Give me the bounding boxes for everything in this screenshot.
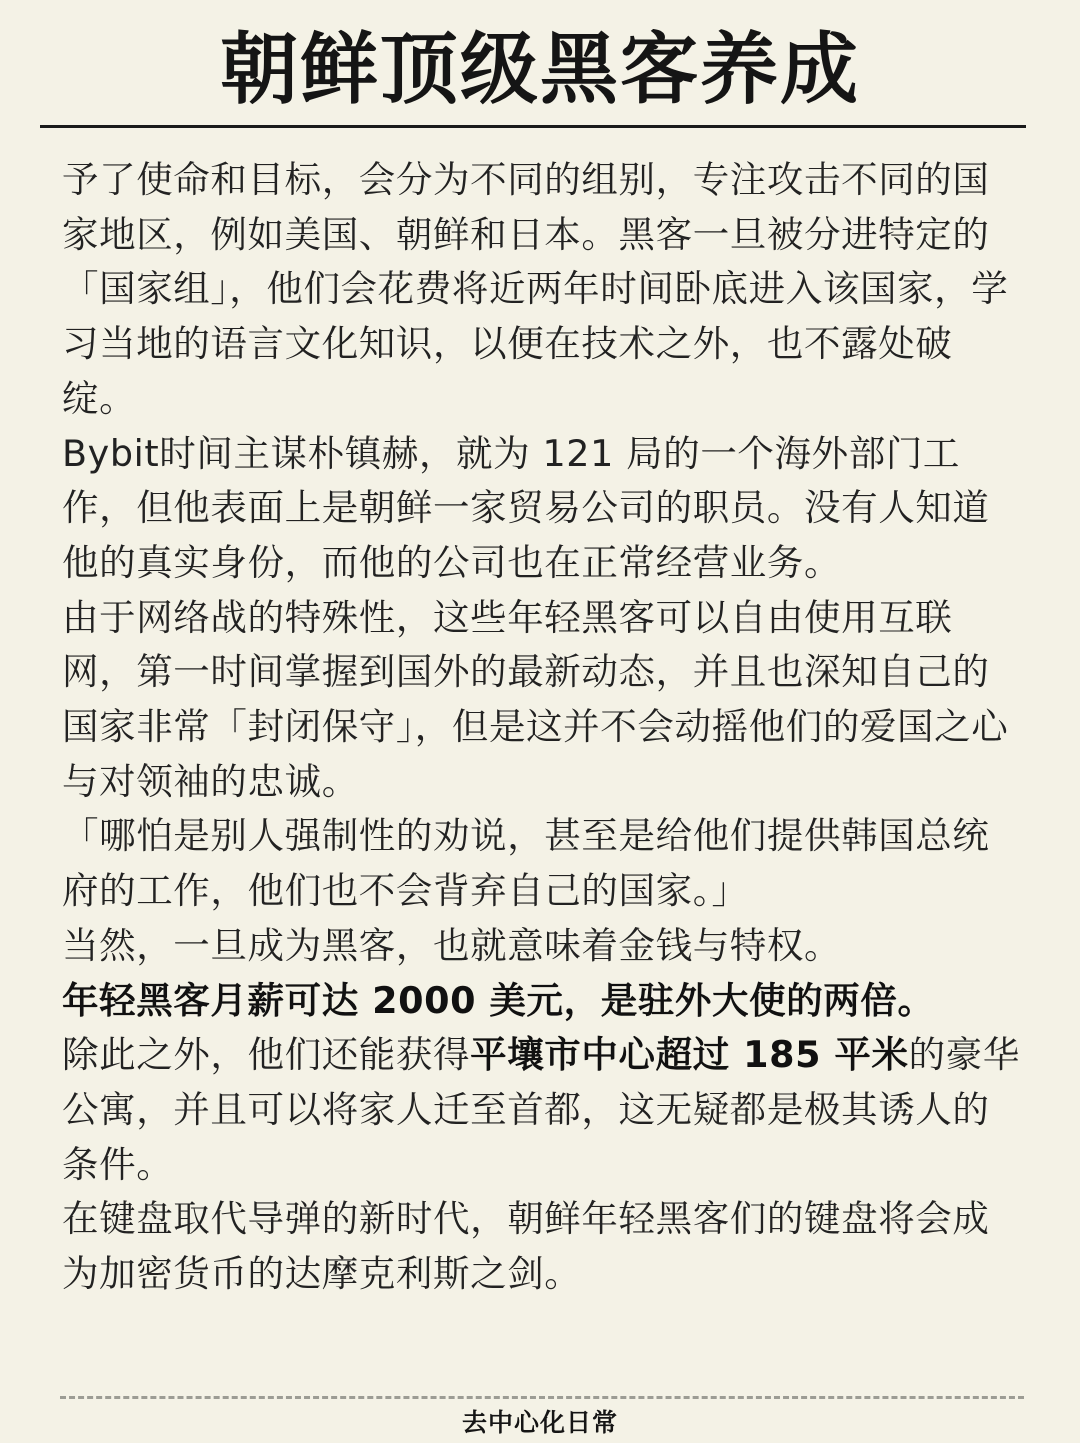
article-body bbox=[62, 153, 1022, 1302]
footer-account-name: 去中心化日常 bbox=[461, 1408, 618, 1437]
paragraph-salary-highlight: 年轻黑客月薪可达 2000 美元，是驻外大使的两倍。 bbox=[62, 978, 935, 1022]
paragraph-apartment-benefits bbox=[62, 1028, 1022, 1192]
paragraph-internet-access: 由于网络战的特殊性，这些年轻黑客可以自由使用互联网，第一时间掌握到国外的最新动态，并且也深知自己的国家非常「封闭保守」，但是这并不会动摇他们的爱国之心与对领袖的忠诚。 bbox=[62, 595, 1009, 803]
title-underline bbox=[40, 125, 1026, 128]
apartment-highlight: 平壤市中心超过 185 平米 bbox=[470, 1033, 909, 1077]
paragraph-conclusion: 在键盘取代导弹的新时代，朝鲜年轻黑客们的键盘将会成为加密货币的达摩克利斯之剑。 bbox=[62, 1197, 990, 1296]
article-title: 朝鲜顶级黑客养成 bbox=[219, 25, 860, 115]
apartment-text-end: 的豪华公寓，并且可以将家人迁至首都，这无疑都是极其诱人的条件。 bbox=[62, 1033, 1020, 1186]
apartment-text-start: 除此之外，他们还能获得 bbox=[62, 1033, 471, 1077]
paragraph-loyalty-quote: 「哪怕是别人强制性的劝说，甚至是给他们提供韩国总统府的工作，他们也不会背弃自己的国家。」 bbox=[62, 814, 990, 913]
paragraph-bybit-mastermind: Bybit时间主谋朴镇赫，就为 121 局的一个海外部门工作，但他表面上是朝鲜一家贸易公司的职员。没有人知道他的真实身份，而他的公司也在正常经营业务。 bbox=[62, 431, 990, 584]
footer-dashed-divider bbox=[60, 1396, 1024, 1399]
paragraph-hacker-groups: 予了使命和目标，会分为不同的组别，专注攻击不同的国家地区，例如美国、朝鲜和日本。黑客一旦被分进特定的「国家组」，他们会花费将近两年时间卧底进入该国家，学习当地的语言文化知识，以便在技术之外，也不露处破绽。 bbox=[62, 158, 1009, 420]
paragraph-money-privilege: 当然，一旦成为黑客，也就意味着金钱与特权。 bbox=[62, 923, 842, 967]
